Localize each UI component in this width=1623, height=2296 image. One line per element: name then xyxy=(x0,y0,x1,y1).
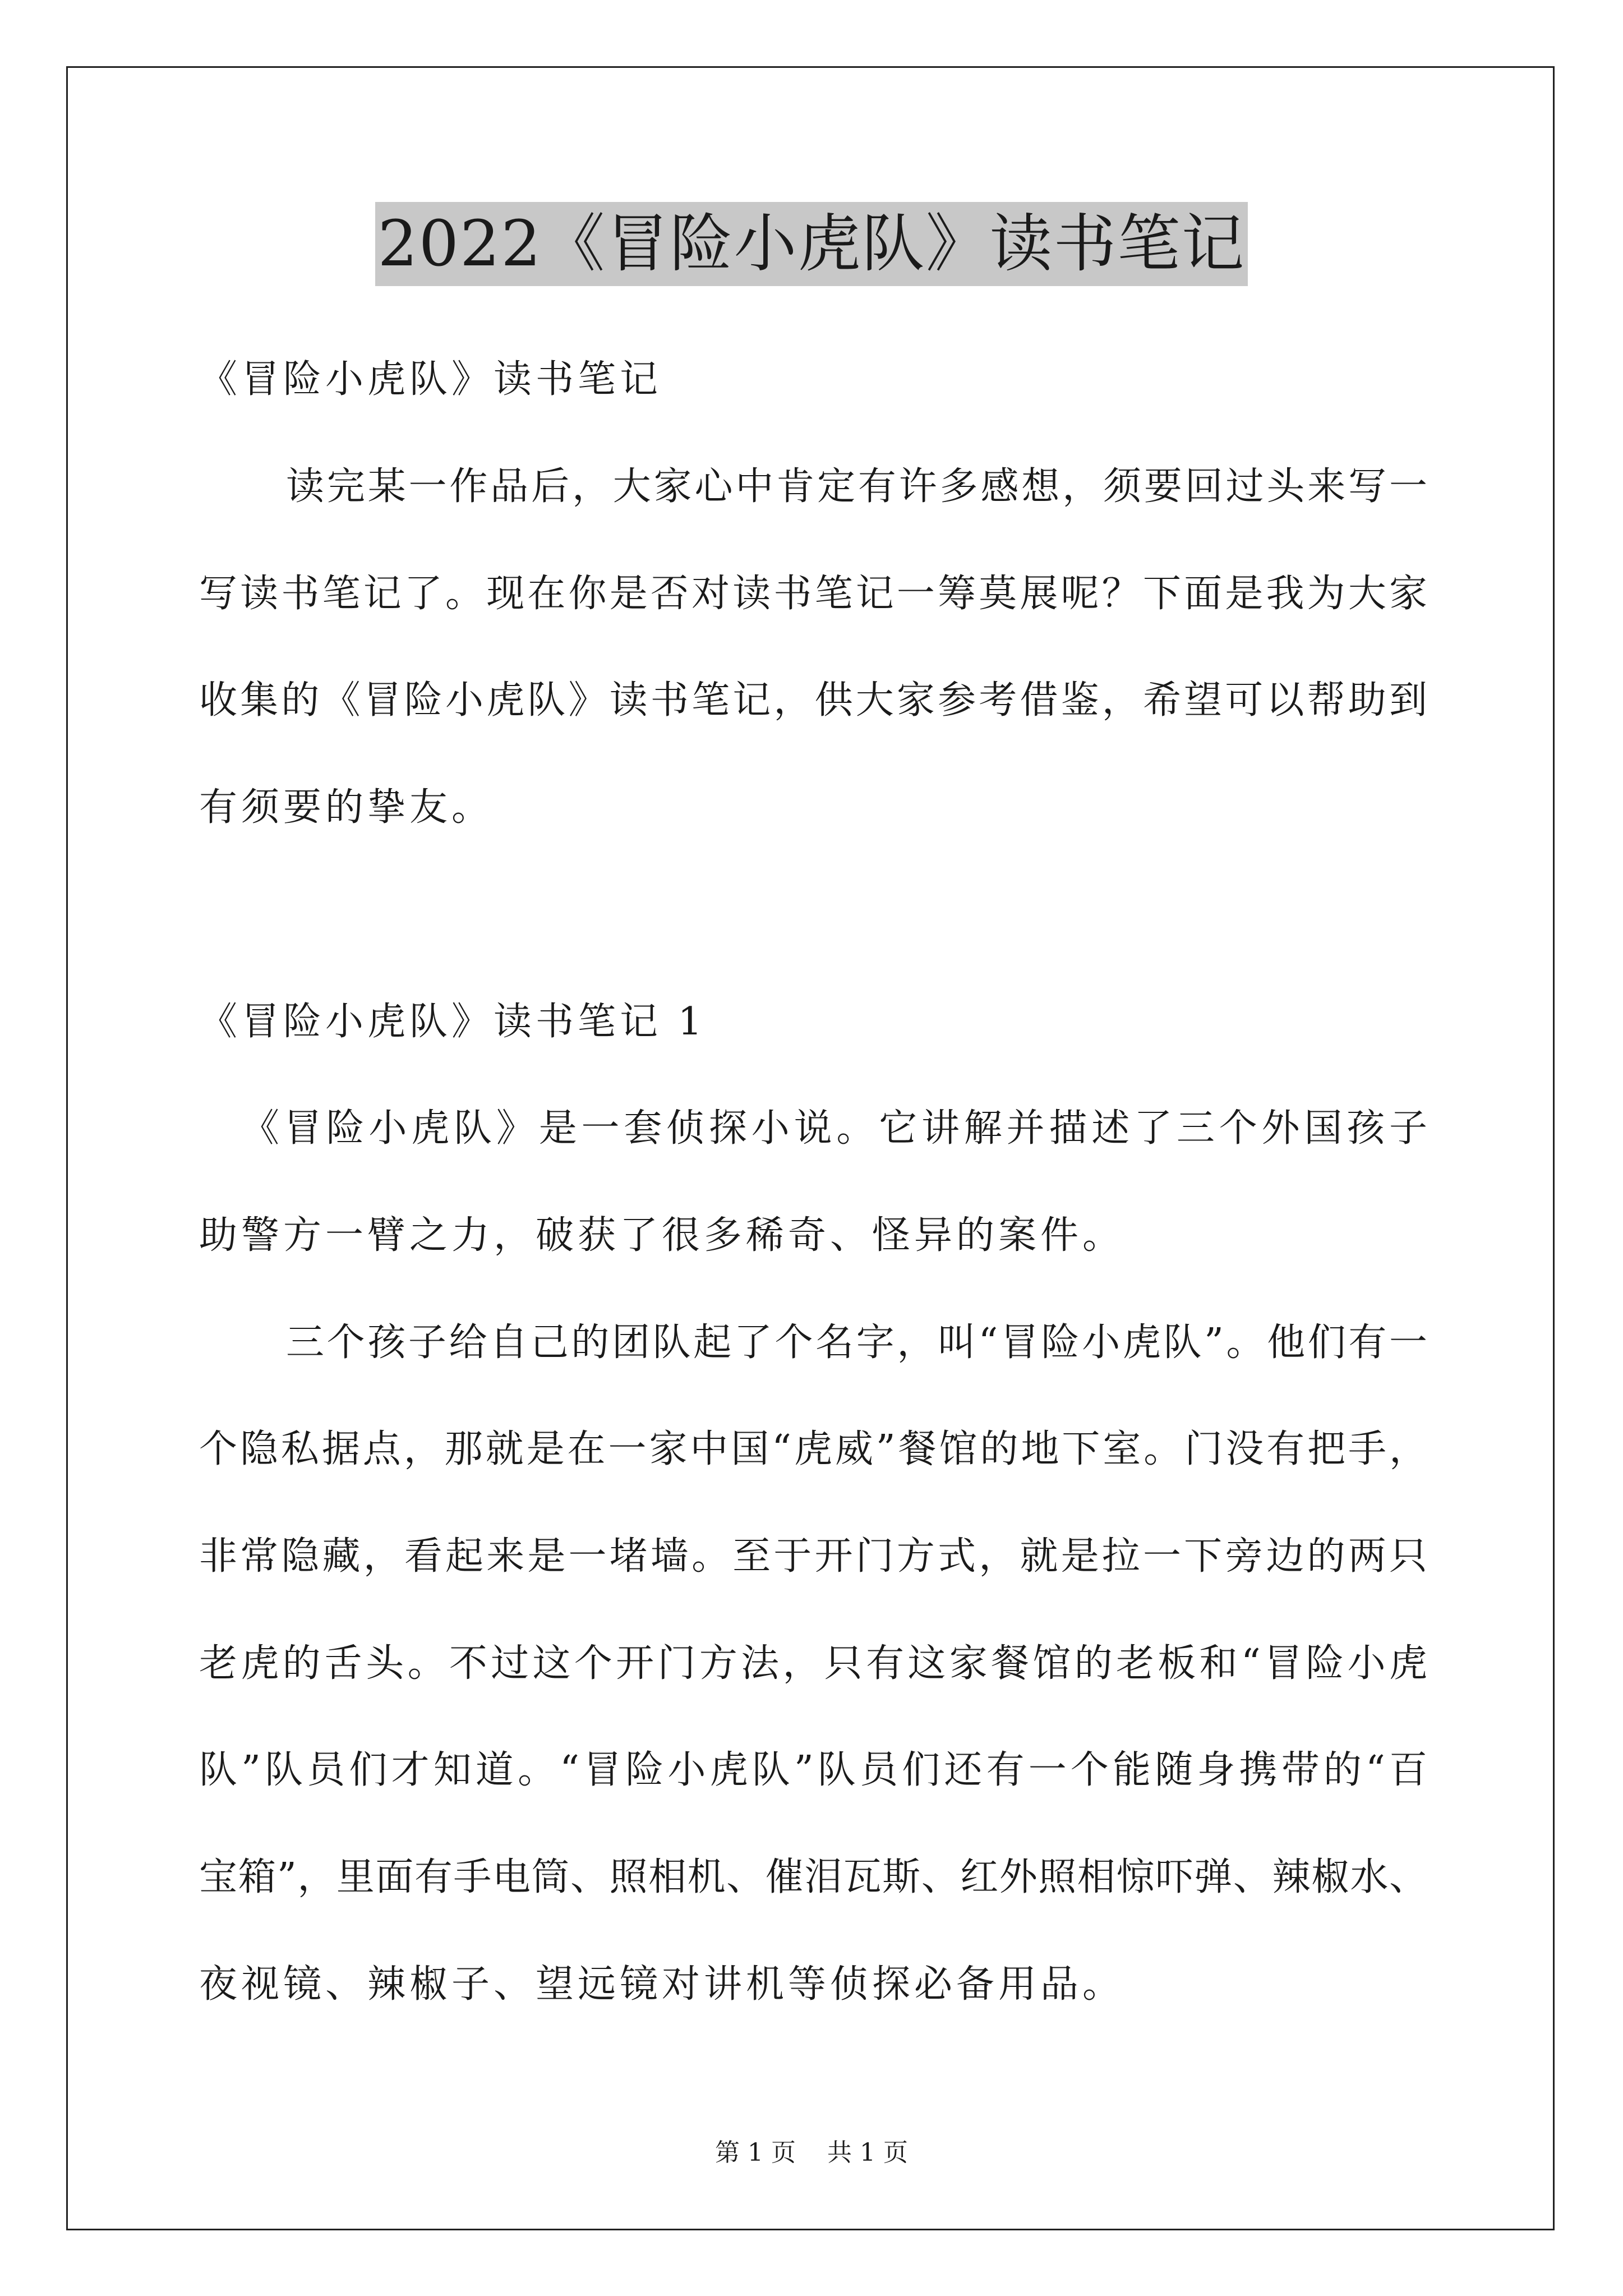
intro-line-4: 有须要的挚友。 xyxy=(199,785,494,830)
body-line-5: 非常隐藏，看起来是一堵墙。至于开门方式，就是拉一下旁边的两只 xyxy=(199,1534,1427,1579)
body-line-6: 老虎的舌头。不过这个开门方法，只有这家餐馆的老板和“冒险小虎 xyxy=(199,1641,1427,1686)
intro-line-3: 收集的《冒险小虎队》读书笔记，供大家参考借鉴，希望可以帮助到 xyxy=(199,678,1427,723)
body-line-8: 宝箱”，里面有手电筒、照相机、催泪瓦斯、红外照相惊吓弹、辣椒水、 xyxy=(199,1855,1427,1899)
body-line-2: 助警方一臂之力，破获了很多稀奇、怪异的案件。 xyxy=(199,1213,1125,1258)
body-line-3: 三个孩子给自己的团队起了个名字，叫“冒险小虎队”。他们有一 xyxy=(286,1320,1427,1365)
document-title xyxy=(0,202,1623,286)
intro-line-2: 写读书笔记了。现在你是否对读书笔记一筹莫展呢？下面是我为大家 xyxy=(199,572,1427,616)
section-heading: 《冒险小虎队》读书笔记 1 xyxy=(199,1000,706,1044)
document-title-text: 2022《冒险小虎队》读书笔记 xyxy=(375,202,1247,286)
body-line-9: 夜视镜、辣椒子、望远镜对讲机等侦探必备用品。 xyxy=(199,1962,1125,2007)
subtitle-line: 《冒险小虎队》读书笔记 xyxy=(199,357,662,402)
body-line-7: 队”队员们才知道。“冒险小虎队”队员们还有一个能随身携带的“百 xyxy=(199,1748,1427,1792)
page-number: 第 1 页 xyxy=(715,2138,796,2167)
body-line-1: 《冒险小虎队》是一套侦探小说。它讲解并描述了三个外国孩子 xyxy=(241,1106,1427,1151)
intro-line-1: 读完某一作品后，大家心中肯定有许多感想，须要回过头来写一 xyxy=(286,464,1427,509)
page-footer xyxy=(0,2136,1623,2170)
page-total: 共 1 页 xyxy=(827,2138,908,2167)
body-line-4: 个隐私据点，那就是在一家中国“虎威”餐馆的地下室。门没有把手， xyxy=(199,1427,1427,1471)
